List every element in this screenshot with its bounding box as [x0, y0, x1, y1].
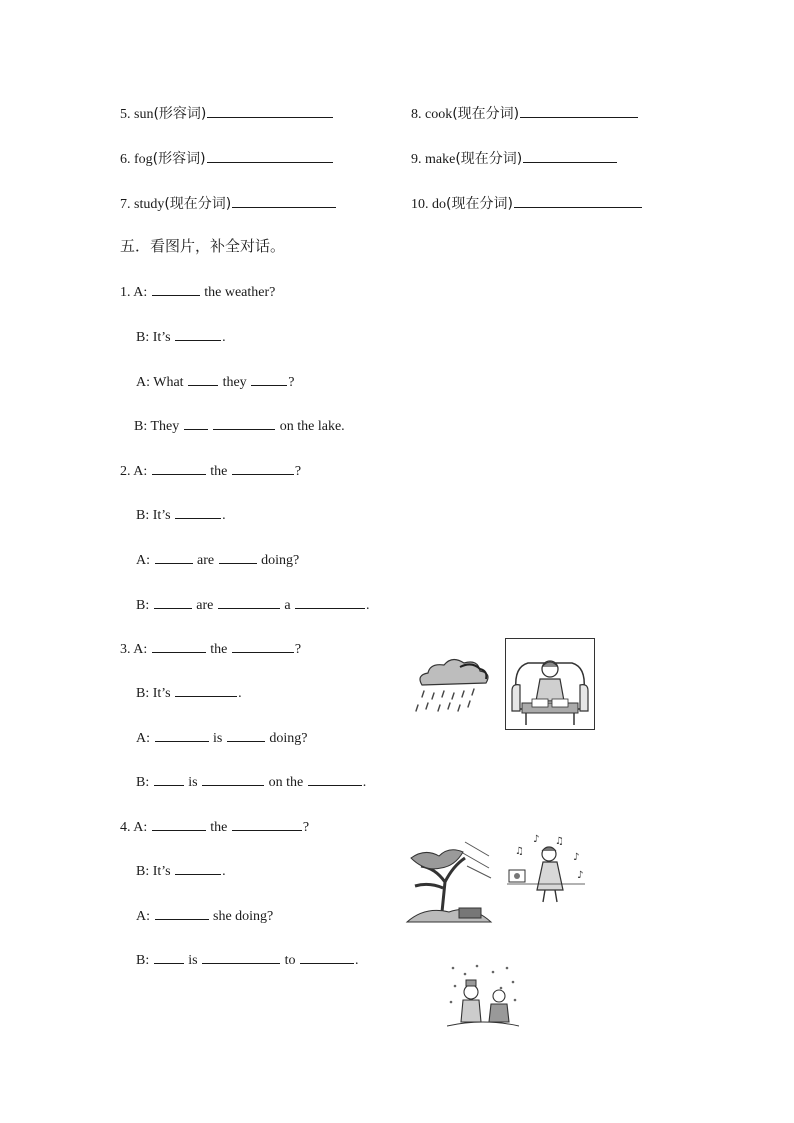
- speaker-label: A:: [136, 553, 150, 568]
- punctuation: .: [366, 598, 370, 613]
- speaker-label: B:: [136, 775, 150, 790]
- word-number: 6.: [120, 152, 131, 167]
- word-text: make: [425, 152, 456, 167]
- dialogue-1-line-3: [136, 371, 294, 392]
- dialogue-4-line-3: [136, 905, 273, 926]
- svg-text:♫: ♫: [515, 846, 524, 857]
- answer-blank[interactable]: [523, 148, 617, 163]
- speaker-label: A:: [136, 909, 150, 924]
- answer-blank[interactable]: [152, 638, 206, 653]
- dialogue-2-line-1: [120, 460, 301, 481]
- word-hint: (现在分词): [446, 196, 513, 212]
- dialogue-text: are: [197, 553, 215, 568]
- punctuation: .: [222, 508, 226, 523]
- word-number: 10.: [411, 197, 429, 212]
- word-text: do: [432, 197, 446, 212]
- word-hint: (现在分词): [164, 196, 232, 212]
- punctuation: .: [222, 330, 226, 345]
- answer-blank[interactable]: [232, 816, 302, 831]
- answer-blank[interactable]: [219, 549, 257, 564]
- svg-text:♪: ♪: [573, 852, 580, 863]
- answer-blank[interactable]: [154, 594, 192, 609]
- answer-blank[interactable]: [300, 949, 354, 964]
- dialogue-4-line-2: [136, 860, 226, 881]
- dialogue-text: is: [213, 731, 223, 746]
- section-title: 五．看图片，补全对话。: [120, 237, 286, 255]
- dialogue-1-line-2: [136, 326, 226, 347]
- dialogue-text: the: [210, 820, 228, 835]
- question-number: 3.: [120, 642, 131, 657]
- speaker-label: A:: [133, 464, 148, 479]
- dialogue-text: doing?: [261, 553, 300, 568]
- word-item-7: [120, 193, 337, 214]
- windy-tree-picture: [405, 838, 493, 926]
- answer-blank[interactable]: [188, 371, 218, 386]
- dialogue-text: the: [210, 642, 228, 657]
- answer-blank[interactable]: [154, 949, 184, 964]
- answer-blank[interactable]: [152, 460, 206, 475]
- rain-cloud-picture: [414, 655, 496, 715]
- speaker-label: A:: [133, 820, 148, 835]
- answer-blank[interactable]: [295, 594, 365, 609]
- speaker-label: A:: [133, 642, 148, 657]
- question-number: 2.: [120, 464, 131, 479]
- word-text: study: [134, 197, 165, 212]
- answer-blank[interactable]: [232, 638, 294, 653]
- word-number: 8.: [411, 107, 422, 122]
- punctuation: .: [354, 953, 359, 968]
- dialogue-text: B: It’s: [136, 864, 171, 879]
- speaker-label: A:: [133, 285, 148, 300]
- dialogue-1-line-1: [120, 281, 275, 302]
- dialogue-4-line-4: [136, 949, 358, 970]
- snow-children-picture: [447, 962, 519, 1030]
- answer-blank[interactable]: [207, 148, 333, 163]
- answer-blank[interactable]: [175, 504, 221, 519]
- punctuation: ?: [288, 375, 295, 390]
- answer-blank[interactable]: [218, 594, 280, 609]
- dialogue-1-line-4: [134, 415, 345, 436]
- dialogue-text: to: [284, 953, 296, 968]
- answer-blank[interactable]: [175, 860, 221, 875]
- word-text: fog: [134, 152, 153, 167]
- word-hint: (现在分词): [452, 106, 520, 122]
- speaker-label: A:: [136, 731, 150, 746]
- dialogue-text: on the lake.: [279, 419, 345, 434]
- svg-text:♪: ♪: [577, 870, 584, 881]
- word-number: 9.: [411, 152, 422, 167]
- word-item-10: [411, 193, 643, 214]
- punctuation: .: [362, 775, 367, 790]
- dialogue-3-line-4: [136, 771, 366, 792]
- dialogue-2-line-4: [136, 594, 370, 615]
- dialogue-text: on the: [268, 775, 304, 790]
- answer-blank[interactable]: [232, 460, 294, 475]
- answer-blank[interactable]: [154, 771, 184, 786]
- dialogue-text: doing?: [269, 731, 308, 746]
- answer-blank[interactable]: [308, 771, 362, 786]
- speaker-label: B:: [136, 953, 150, 968]
- girl-singing-picture: [507, 832, 589, 906]
- answer-blank[interactable]: [155, 905, 209, 920]
- dialogue-text: A: What: [136, 375, 184, 390]
- word-item-8: [411, 103, 639, 124]
- dialogue-4-line-1: [120, 816, 309, 837]
- dialogue-text: they: [222, 375, 247, 390]
- dialogue-text: a: [284, 598, 291, 613]
- answer-blank[interactable]: [155, 549, 193, 564]
- word-text: cook: [425, 107, 453, 122]
- girl-reading-picture: [505, 638, 595, 730]
- punctuation: ?: [294, 642, 302, 657]
- dialogue-text: B: They: [134, 419, 180, 434]
- word-item-6: [120, 148, 334, 169]
- punctuation: .: [222, 864, 226, 879]
- dialogue-2-line-3: [136, 549, 299, 570]
- svg-text:♪: ♪: [533, 834, 540, 845]
- answer-blank[interactable]: [213, 415, 275, 430]
- word-number: 5.: [120, 107, 131, 122]
- dialogue-text: the: [210, 464, 228, 479]
- dialogue-2-line-2: [136, 504, 226, 525]
- word-hint: (形容词): [153, 106, 207, 122]
- answer-blank[interactable]: [202, 949, 280, 964]
- dialogue-text: the weather?: [204, 285, 276, 300]
- svg-text:♫: ♫: [555, 836, 564, 847]
- answer-blank[interactable]: [251, 371, 287, 386]
- dialogue-text: B: It’s: [136, 686, 171, 701]
- punctuation: ?: [294, 464, 302, 479]
- answer-blank[interactable]: [232, 193, 336, 208]
- question-number: 1.: [120, 285, 131, 300]
- answer-blank[interactable]: [175, 326, 221, 341]
- dialogue-text: she doing?: [213, 909, 274, 924]
- dialogue-text: B: It’s: [136, 508, 171, 523]
- word-number: 7.: [120, 197, 131, 212]
- dialogue-text: is: [188, 775, 198, 790]
- word-item-9: [411, 148, 618, 169]
- dialogue-text: is: [188, 953, 198, 968]
- answer-blank[interactable]: [175, 682, 237, 697]
- answer-blank[interactable]: [227, 727, 265, 742]
- dialogue-3-line-3: [136, 727, 307, 748]
- answer-blank[interactable]: [514, 193, 642, 208]
- answer-blank[interactable]: [520, 103, 638, 118]
- word-hint: (形容词): [152, 151, 206, 167]
- punctuation: .: [238, 686, 242, 701]
- dialogue-text: are: [196, 598, 214, 613]
- question-number: 4.: [120, 820, 131, 835]
- answer-blank[interactable]: [152, 816, 206, 831]
- word-text: sun: [134, 107, 154, 122]
- answer-blank[interactable]: [202, 771, 264, 786]
- speaker-label: B:: [136, 598, 150, 613]
- answer-blank[interactable]: [155, 727, 209, 742]
- answer-blank[interactable]: [207, 103, 333, 118]
- word-hint: (现在分词): [455, 151, 523, 167]
- answer-blank[interactable]: [184, 415, 208, 430]
- dialogue-text: B: It’s: [136, 330, 171, 345]
- answer-blank[interactable]: [152, 281, 200, 296]
- word-item-5: [120, 103, 334, 124]
- dialogue-3-line-2: [136, 682, 242, 703]
- punctuation: ?: [302, 820, 310, 835]
- dialogue-3-line-1: [120, 638, 301, 659]
